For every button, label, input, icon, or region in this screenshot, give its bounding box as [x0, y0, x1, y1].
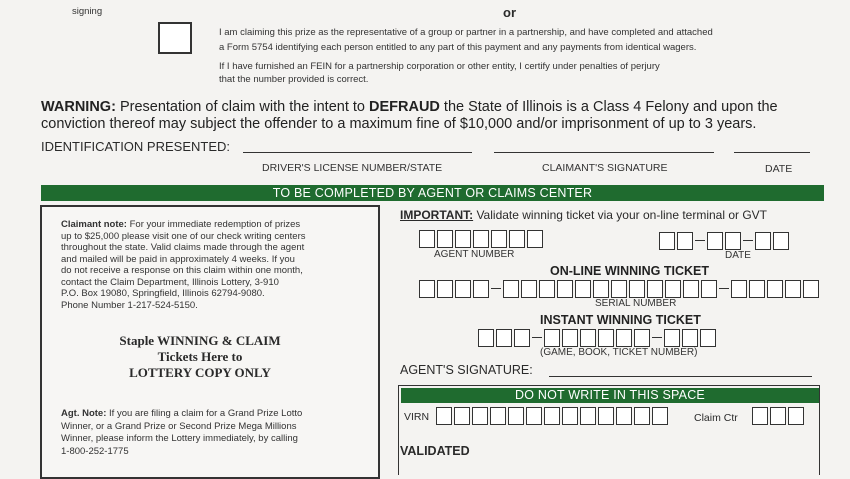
agent-number-caption: AGENT NUMBER [434, 249, 515, 260]
virn-boxes[interactable] [436, 407, 670, 425]
claim-text-2: a Form 5754 identifying each person entitled to any part of this payment and any payments from identical wagers. [219, 42, 697, 53]
claim-ctr-boxes[interactable] [752, 407, 806, 425]
identification-label: IDENTIFICATION PRESENTED: [41, 139, 230, 154]
claimant-note-line-4: do not receive a response on this claim within one month, [61, 265, 303, 276]
signing-label: signing [72, 6, 103, 17]
important-label: IMPORTANT: [400, 208, 474, 222]
group-claim-checkbox[interactable] [158, 22, 192, 54]
claimant-note-line-3: and mailed will be paid in approximately 4 weeks. If you [61, 253, 295, 265]
staple-line-1: Staple WINNING & CLAIM [119, 333, 281, 348]
virn-label: VIRN [404, 411, 430, 423]
instant-ticket-title: INSTANT WINNING TICKET [540, 313, 701, 327]
claimant-date-caption: DATE [765, 163, 793, 175]
serial-number-caption: SERIAL NUMBER [595, 298, 677, 309]
game-book-caption: (GAME, BOOK, TICKET NUMBER) [540, 347, 698, 358]
claimant-date-field[interactable] [734, 152, 810, 153]
claimant-note-line-0: For your immediate redemption of prizes [126, 219, 301, 230]
important-text: Validate winning ticket via your on-line terminal or GVT [473, 208, 768, 222]
claimant-note-line-7: Phone Number 1-217-524-5150. [61, 299, 198, 311]
claimant-note [61, 219, 371, 311]
agent-note-label: Agt. Note: [61, 408, 107, 419]
do-not-write-bar: DO NOT WRITE IN THIS SPACE [401, 388, 819, 403]
validated-label: VALIDATED [400, 444, 470, 458]
drivers-license-field[interactable] [243, 152, 472, 153]
warning-text-a: Presentation of claim with the intent to [115, 99, 369, 115]
agent-number-boxes[interactable] [419, 230, 545, 248]
or-label: or [503, 5, 516, 20]
claimant-signature-field[interactable] [494, 152, 714, 153]
claim-text-3: If I have furnished an FEIN for a partnership corporation or other entity, I certify under penalties of perjury [219, 61, 660, 72]
important-line [400, 208, 767, 222]
claimant-note-line-6: P.O. Box 19080, Springfield, Illinois 62794-9080. [61, 288, 265, 299]
warning-label: WARNING: [41, 99, 116, 115]
warning-text-b: the State of Illinois is a Class 4 Felony and upon the [439, 99, 778, 115]
validation-date-caption: DATE [725, 250, 751, 261]
agent-note-line-3: 1-800-252-1775 [61, 445, 129, 457]
claimant-signature-caption: CLAIMANT'S SIGNATURE [542, 162, 668, 174]
agent-section-bar: TO BE COMPLETED BY AGENT OR CLAIMS CENTER [41, 185, 824, 201]
warning-line-1 [41, 99, 778, 116]
claimant-note-line-1: up to $25,000 please visit one of our check writing centers [61, 230, 306, 242]
agent-note-line-1: Winner, or a Grand Prize or Second Prize Mega Millions [61, 420, 297, 432]
agent-note [61, 408, 371, 458]
agents-signature-field[interactable] [549, 376, 812, 377]
claimant-note-line-2: throughout the state. Valid claims made through the agent [61, 242, 305, 253]
claimant-note-line-5: contact the Claim Department, Illinois Lottery, 3-910 [61, 276, 279, 288]
agent-note-line-0: If you are filing a claim for a Grand Prize Lotto [106, 408, 303, 419]
agent-note-line-2: Winner, please inform the Lottery immediately, by calling [61, 433, 298, 444]
claim-text-1: I am claiming this prize as the representative of a group or partner in a partnership, and have completed and attached [219, 27, 713, 38]
staple-line-2: Tickets Here to [157, 349, 243, 364]
claim-ctr-label: Claim Ctr [694, 412, 738, 424]
instant-ticket-boxes[interactable] [478, 329, 718, 347]
agents-signature-label: AGENT'S SIGNATURE: [400, 363, 533, 377]
serial-number-boxes[interactable] [419, 280, 821, 298]
staple-instructions [80, 333, 320, 381]
claim-text-4: that the number provided is correct. [219, 74, 369, 85]
validation-date-boxes[interactable] [659, 232, 791, 250]
staple-line-3: LOTTERY COPY ONLY [129, 365, 271, 380]
warning-line-2: conviction thereof may subject the offender to a maximum fine of $10,000 and/or imprisonment of up to 3 years. [41, 116, 757, 132]
online-ticket-title: ON-LINE WINNING TICKET [550, 264, 710, 278]
defraud-text: DEFRAUD [369, 99, 440, 115]
claimant-note-label: Claimant note: [61, 219, 127, 230]
drivers-license-caption: DRIVER'S LICENSE NUMBER/STATE [262, 162, 443, 174]
